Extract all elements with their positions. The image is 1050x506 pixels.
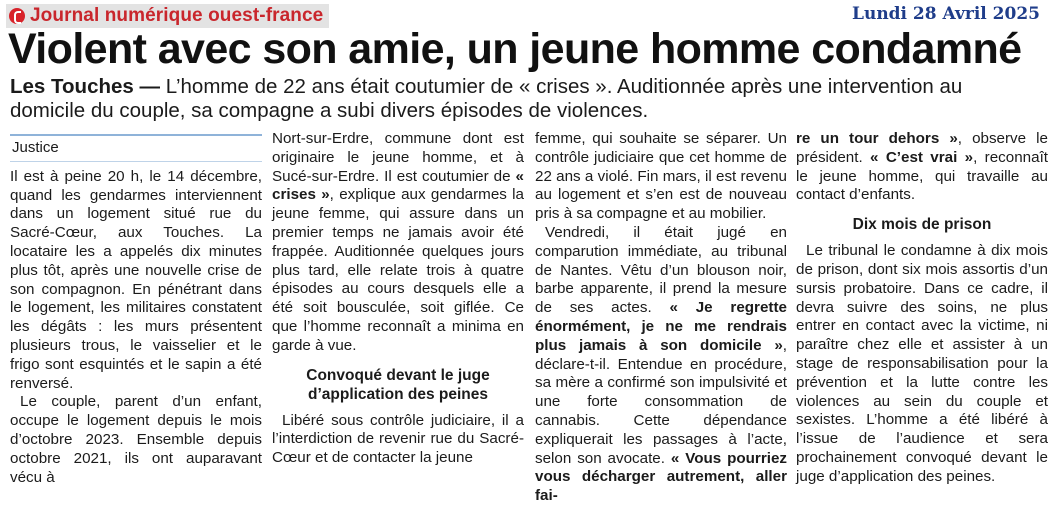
- column-2: [272, 130, 524, 468]
- lead-text: L’homme de 22 ans était coutumier de « crises ». Auditionnée après une intervention au domicile du couple, sa compagne a subi divers épisodes de violences.: [10, 75, 963, 122]
- paragraph: Le couple, parent d’un enfant, occupe le logement depuis le mois d’octobre 2023. Ensemble depuis octobre 2021, ils ont auparavant vécu à: [10, 393, 262, 486]
- quote: « crises »: [272, 167, 524, 204]
- column-4: [796, 130, 1048, 487]
- section-rubric: Justice: [10, 134, 262, 162]
- text-run: , explique aux gendarmes la jeune femme, qui assure dans un premier temps ne jamais avoir été frappée. Auditionnée quelques jours plus tard, elle relate trois à quatre épisodes au cours desquels elle a été soit bousculée, soit giflée. Ce que l’homme reconnaît a minima en garde à vue.: [272, 186, 524, 354]
- paragraph: [535, 224, 787, 506]
- quote: « Je regrette énormément, je ne me rendrais plus jamais à son domicile »: [535, 299, 787, 354]
- publication-date: Lundi 28 Avril 2025: [852, 4, 1040, 24]
- text-run: , déclare-t-il. Entendue en procédure, sa mère a confirmé son impulsivité et une forte consommation de cannabis. Cette dépendance expliquerait les passages à l’acte, selon son avocate.: [535, 336, 787, 467]
- text-run: Nort-sur-Erdre, commune dont est originaire le jeune homme, et à Sucé-sur-Erdre. Il est coutumier de: [272, 130, 524, 185]
- quote: re un tour dehors »: [796, 130, 958, 147]
- paragraph: femme, qui souhaite se séparer. Un contrôle judiciaire que cet homme de 22 ans a violé. Fin mars, il est revenu au logement et s’en est de nouveau pris à sa compagne et au mobilier.: [535, 130, 787, 223]
- paragraph: [272, 130, 524, 356]
- article-lead: [10, 75, 1040, 123]
- column-3: [535, 130, 787, 506]
- text-run: , observe le président.: [796, 130, 1048, 166]
- column-1: [10, 130, 262, 487]
- paragraph: Il est à peine 20 h, le 14 décembre, quand les gendarmes interviennent dans un logement situé rue du Sacré-Cœur, aux Touches. La locataire les a appelés dix minutes plus tôt, après une nouvelle crise de son compagnon. En pénétrant dans le logement, les militaires constatent les dégâts : les murs présentent plusieurs trous, le vaisselier et le frigo sont esquintés et le sapin a été renversé.: [10, 167, 262, 392]
- brand-name: Journal numérique ouest-france: [30, 5, 324, 26]
- subheading: Dix mois de prison: [852, 216, 992, 234]
- paragraph: [796, 130, 1048, 205]
- dateline: Les Touches —: [10, 75, 160, 98]
- subheading: Convoqué devant le juge d’application des peines: [306, 366, 490, 403]
- paragraph: Libéré sous contrôle judiciaire, il a l’interdiction de revenir rue du Sacré-Cœur et de contacter la jeune: [272, 411, 524, 467]
- text-run: Vendredi, il était jugé en comparution immédiate, au tribunal de Nantes. Vêtu d’un blouson noir, barbe apparente, il prend la mesure de ses actes.: [535, 223, 787, 317]
- article-headline: Violent avec son amie, un jeune homme condamné: [8, 25, 1022, 73]
- ouest-france-logo-icon: [9, 8, 25, 24]
- text-run: , reconnaît le jeune homme, qui travaille au contact d’enfants.: [796, 148, 1049, 204]
- quote: « Vous pourriez vous décharger autrement, aller fai-: [535, 449, 787, 505]
- quote: « C’est vrai »: [870, 148, 974, 166]
- paragraph: Le tribunal le condamne à dix mois de prison, dont six mois assortis d’un sursis probatoire. Dans ce cadre, il devra suivre des soins, ne plus entrer en contact avec la victime, ni paraître chez elle et assister à un stage de responsabilisation pour la prévention et la lutte contre les violences au sein du couple et sexistes. L’homme a été libéré à l’issue de l’audience et sera prochainement convoqué devant le juge d’application des peines.: [796, 242, 1048, 485]
